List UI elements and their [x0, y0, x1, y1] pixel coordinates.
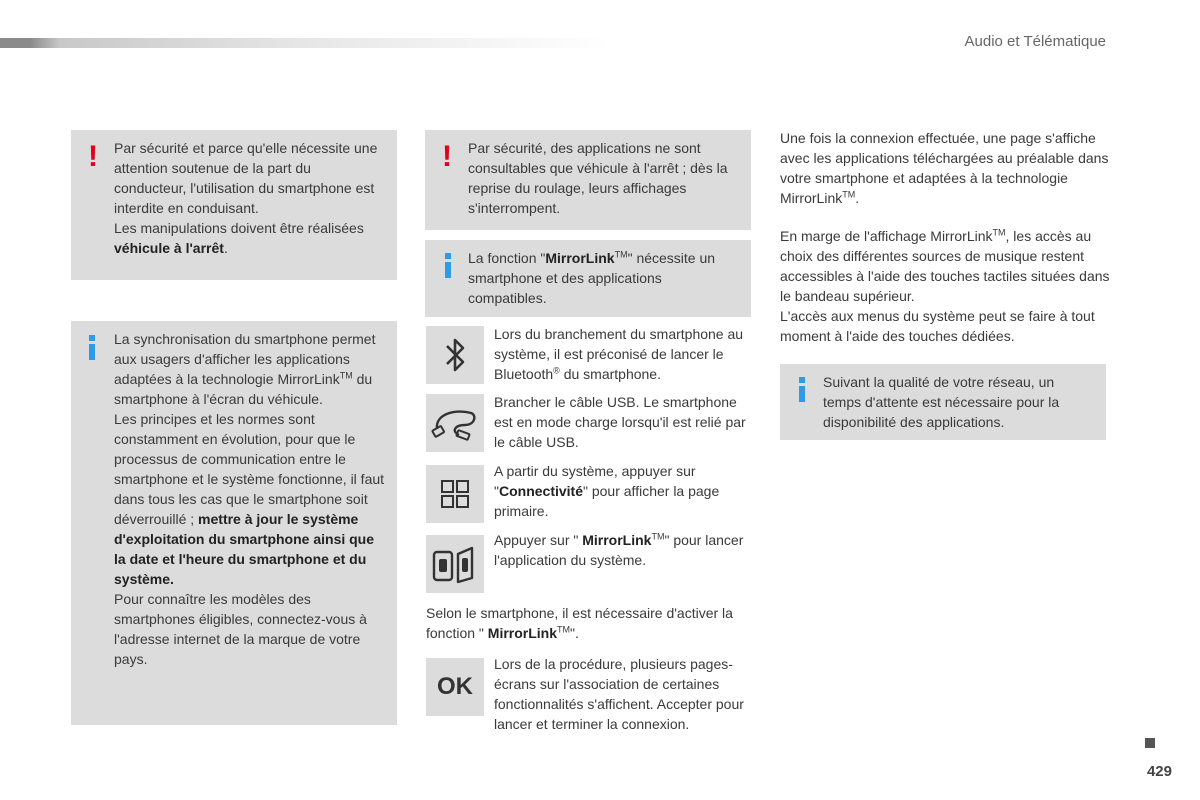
step-bluetooth-text: Lors du branchement du smartphone au système, il est préconisé de lancer le Bluetooth® du smartphone.: [494, 326, 744, 382]
right-paragraph: En marge de l'affichage MirrorLink™, les accès au choix des différentes sources de musique restent accessibles à l'aide des touches tactiles situées dans le bandeau supérieur.: [780, 227, 1110, 304]
right-paragraph-display: [780, 226, 1110, 346]
warning-paragraph: Les manipulations doivent être réalisées véhicule à l'arrêt.: [114, 220, 364, 256]
info-paragraph: Pour connaître les modèles des smartphones éligibles, connectez-vous à l'adresse internet de la marque de votre pays.: [114, 591, 367, 667]
info-box-text: Suivant la qualité de votre réseau, un temps d'attente est nécessaire pour la disponibilité des applications.: [823, 374, 1060, 430]
info-box-sync: [71, 321, 397, 725]
info-paragraph: La synchronisation du smartphone permet aux usagers d'afficher les applications adaptées à la technologie MirrorLink™ du smartphone à l'écran du véhicule.: [114, 331, 376, 407]
info-box-text: [114, 329, 389, 669]
step-ok-text: Lors de la procédure, plusieurs pages-écrans sur l'association de certaines fonctionnalités s'affichent. Accepter pour lancer et terminer la connexion.: [494, 656, 744, 732]
section-title: Audio et Télématique: [964, 33, 1106, 50]
warning-box-applications: [425, 130, 751, 230]
mirrorlink-icon: [426, 535, 484, 593]
grid-icon: [426, 465, 484, 523]
warning-box-text: Par sécurité, des applications ne sont consultables que véhicule à l'arrêt ; dès la reprise du roulage, leurs affichages s'interrompent.: [468, 140, 728, 216]
info-box-network: [780, 364, 1106, 440]
page-marker: [1145, 738, 1155, 748]
info-icon: [799, 377, 805, 402]
activate-mirrorlink-text: Selon le smartphone, il est nécessaire d'activer la fonction " MirrorLink™".: [426, 605, 733, 641]
info-box-text: La fonction "MirrorLink™" nécessite un smartphone et des applications compatibles.: [468, 249, 716, 306]
warning-paragraph: Par sécurité et parce qu'elle nécessite une attention soutenue de la part du conducteur, l'utilisation du smartphone est interdite en conduisant.: [114, 140, 378, 216]
warning-icon: !: [88, 140, 98, 173]
step-connectivity-text: A partir du système, appuyer sur "Connectivité" pour afficher la page primaire.: [494, 463, 720, 519]
warning-box-safety: [71, 130, 397, 280]
bluetooth-icon: [426, 326, 484, 384]
ok-icon: OK: [426, 658, 484, 716]
right-paragraph: L'accès aux menus du système peut se faire à tout moment à l'aide des touches dédiées.: [780, 308, 1095, 344]
step-mirrorlink-text: Appuyer sur " MirrorLink™" pour lancer l'application du système.: [494, 531, 744, 568]
usb-cable-icon: [426, 394, 484, 452]
info-icon: [89, 335, 95, 360]
header-decorative-bar: [0, 38, 610, 48]
info-icon: [445, 253, 451, 278]
right-paragraph-connection: Une fois la connexion effectuée, une page s'affiche avec les applications téléchargées au préalable dans votre smartphone et adaptées à la technologie MirrorLink™.: [780, 130, 1109, 206]
warning-box-text: [114, 138, 384, 258]
info-box-mirrorlink: [425, 240, 751, 317]
info-paragraph: Les principes et les normes sont constamment en évolution, pour que le processus de communication entre le smartphone et le système fonctionne, il faut dans tous les cas que le smartphone soit déverrouillé ; mettre à jour le système d'exploitation du smartphone ainsi que la date et l'heure du smartphone et du système.: [114, 411, 385, 587]
step-usb-text: Brancher le câble USB. Le smartphone est en mode charge lorsqu'il est relié par le câble USB.: [494, 394, 746, 450]
warning-icon: !: [442, 140, 452, 173]
page-number: 429: [1146, 763, 1172, 780]
